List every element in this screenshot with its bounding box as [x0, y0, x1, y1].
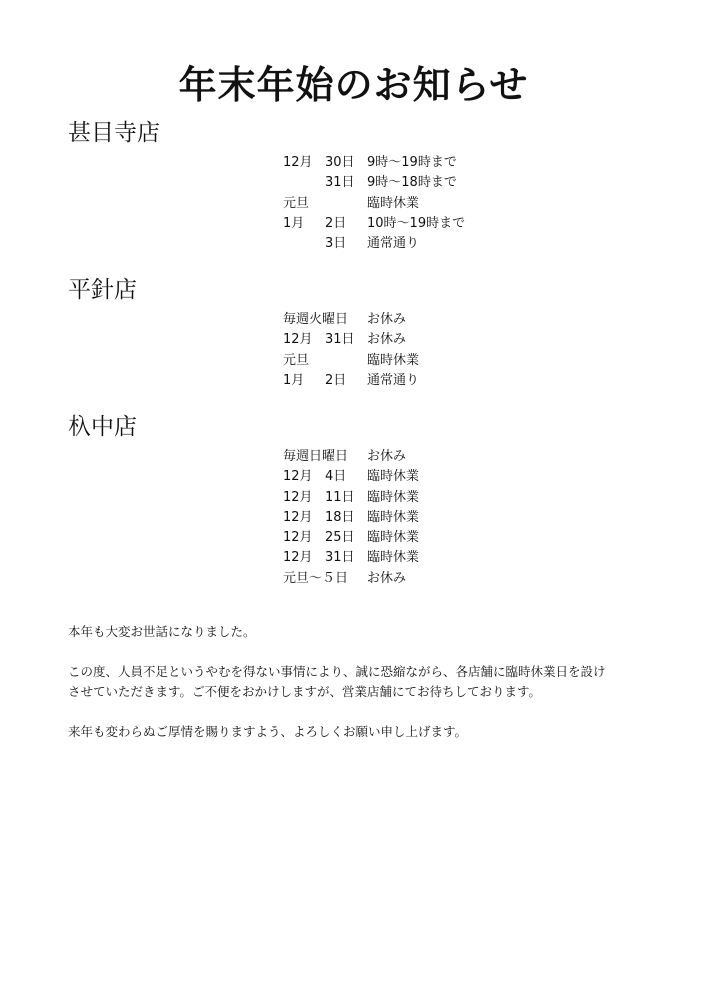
schedule-note: お休み [367, 570, 407, 586]
schedule-month: 12月 [283, 155, 313, 170]
store-name-jimokuji: 甚目寺店 [68, 120, 160, 146]
message-paragraph-closure [68, 662, 648, 702]
schedule-day: 3日 [325, 236, 347, 252]
schedule-note: 臨時休業 [367, 469, 420, 485]
schedule-label: 毎週日曜日 [283, 449, 349, 464]
schedule-note: お休み [367, 449, 407, 464]
schedule-month: 12月 [283, 530, 313, 546]
schedule-day: 30日 [325, 155, 355, 170]
page-title: 年末年始のお知らせ [178, 63, 529, 107]
schedule-note: 通常通り [367, 372, 420, 388]
schedule-label: 元旦 [283, 195, 310, 211]
schedule-note: お休み [367, 332, 407, 348]
store-name-yagoto: 杁中店 [68, 414, 137, 440]
schedule-note: 9時〜18時まで [367, 175, 457, 191]
schedule-note: 臨時休業 [367, 550, 420, 566]
schedule-month: 1月 [283, 372, 305, 388]
schedule-day: 25日 [325, 530, 355, 546]
schedule-note: 臨時休業 [367, 509, 420, 525]
schedule-note: 10時〜19時まで [367, 215, 466, 231]
schedule-day: 2日 [325, 372, 347, 388]
schedule-note: 臨時休業 [367, 489, 420, 505]
message-line: させていただきます。ご不便をおかけしますが、営業店舗にてお待ちしております。 [68, 684, 542, 699]
schedule-day: 31日 [325, 550, 355, 566]
schedule-day: 11日 [325, 489, 355, 505]
schedule-note: 9時〜19時まで [367, 155, 457, 170]
schedule-day: 4日 [325, 469, 347, 485]
schedule-label: 元旦〜５日 [283, 570, 349, 586]
store-name-hirabari: 平針店 [68, 277, 137, 303]
schedule-note: 臨時休業 [367, 195, 420, 211]
schedule-month: 12月 [283, 332, 313, 348]
message-paragraph-closing: 来年も変わらぬご厚情を賜りますよう、よろしくお願い申し上げます。 [68, 724, 468, 739]
schedule-note: 臨時休業 [367, 530, 420, 546]
schedule-day: 31日 [325, 332, 355, 348]
schedule-month: 1月 [283, 215, 305, 231]
schedule-day: 31日 [325, 175, 355, 191]
schedule-note: 臨時休業 [367, 352, 420, 368]
schedule-month: 12月 [283, 509, 313, 525]
message-line: この度、人員不足というやむを得ない事情により、誠に恐縮ながら、各店舗に臨時休業日を設け [68, 664, 606, 679]
schedule-day: 18日 [325, 509, 355, 525]
message-paragraph-thanks: 本年も大変お世話になりました。 [68, 624, 256, 639]
schedule-label: 毎週火曜日 [283, 312, 349, 327]
schedule-day: 2日 [325, 215, 347, 231]
schedule-note: お休み [367, 312, 407, 327]
schedule-month: 12月 [283, 489, 313, 505]
schedule-label: 元旦 [283, 352, 310, 368]
schedule-month: 12月 [283, 550, 313, 566]
schedule-note: 通常通り [367, 236, 420, 252]
schedule-month: 12月 [283, 469, 313, 485]
